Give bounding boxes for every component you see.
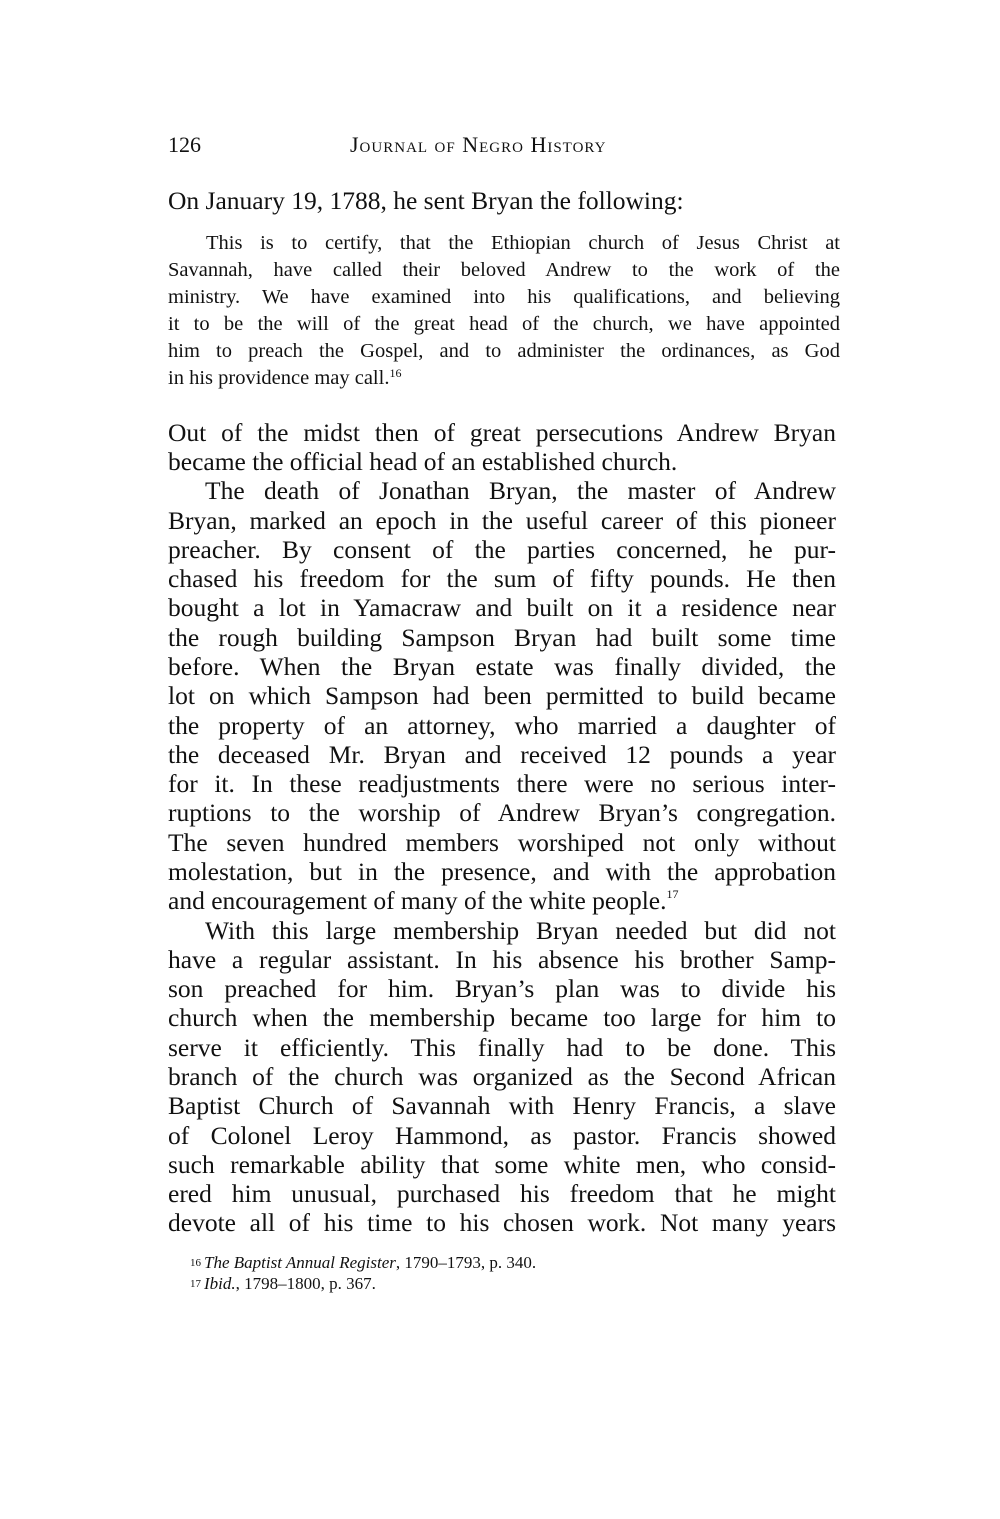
quote-line: him to preach the Gospel, and to administer the ordinances, as God — [168, 340, 840, 362]
body-line: ruptions to the worship of Andrew Bryan’s congregation. — [168, 798, 836, 827]
footnote-ref-17[interactable]: 17 — [666, 887, 679, 901]
body-line: such remarkable ability that some white men, who consid- — [168, 1150, 836, 1179]
footnote-17 — [190, 1273, 376, 1294]
body-line: bought a lot in Yamacraw and built on it a residence near — [168, 593, 836, 622]
footnote-ref-16[interactable]: 16 — [389, 366, 402, 380]
body-line: devote all of his time to his chosen work. Not many years — [168, 1208, 836, 1237]
body-line: branch of the church was organized as the Second African — [168, 1062, 836, 1091]
body-line: The death of Jonathan Bryan, the master of Andrew — [205, 476, 836, 505]
body-line: preacher. By consent of the parties concerned, he pur- — [168, 535, 836, 564]
body-line: Out of the midst then of great persecutions Andrew Bryan — [168, 418, 836, 447]
footnote-number: 17 — [190, 1278, 201, 1290]
footnote-number: 16 — [190, 1257, 201, 1269]
footnote-16 — [190, 1252, 536, 1273]
body-line: ered him unusual, purchased his freedom that he might — [168, 1179, 836, 1208]
footnote-citation: , 1790–1793, p. 340. — [395, 1253, 537, 1272]
body-line-text: and encouragement of many of the white people. — [168, 886, 667, 915]
body-line: for it. In these readjustments there were no serious inter- — [168, 769, 836, 798]
body-line: Baptist Church of Savannah with Henry Francis, a slave — [168, 1091, 836, 1120]
body-line: molestation, but in the presence, and with the approbation — [168, 857, 836, 886]
footnote-source-title: The Baptist Annual Register — [204, 1253, 396, 1272]
footnote-source-title: Ibid. — [204, 1274, 236, 1293]
running-head — [168, 130, 836, 160]
body-line: the property of an attorney, who married a daughter of — [168, 711, 836, 740]
body-line: the rough building Sampson Bryan had built some time — [168, 623, 836, 652]
intro-line: On January 19, 1788, he sent Bryan the following: — [168, 186, 684, 215]
body-line: lot on which Sampson had been permitted to build became — [168, 681, 836, 710]
body-line: son preached for him. Bryan’s plan was to divide his — [168, 974, 836, 1003]
body-line: the deceased Mr. Bryan and received 12 pounds a year — [168, 740, 836, 769]
body-line: With this large membership Bryan needed but did not — [205, 916, 836, 945]
body-line — [168, 886, 836, 915]
journal-title: Journal of Negro History — [350, 132, 607, 157]
body-line: of Colonel Leroy Hammond, as pastor. Francis showed — [168, 1121, 836, 1150]
footnote-citation: , 1798–1800, p. 367. — [235, 1274, 376, 1293]
body-line: serve it efficiently. This finally had to be done. This — [168, 1033, 836, 1062]
body-line: Bryan, marked an epoch in the useful career of this pioneer — [168, 506, 836, 535]
body-line: have a regular assistant. In his absence his brother Samp- — [168, 945, 836, 974]
body-line: chased his freedom for the sum of fifty pounds. He then — [168, 564, 836, 593]
quote-line: it to be the will of the great head of the church, we have appointed — [168, 313, 840, 335]
body-line: became the official head of an established church. — [168, 447, 678, 476]
quote-line: Savannah, have called their beloved Andrew to the work of the — [168, 259, 840, 281]
body-line: church when the membership became too large for him to — [168, 1003, 836, 1032]
body-line: The seven hundred members worshiped not only without — [168, 828, 836, 857]
quote-line: This is to certify, that the Ethiopian church of Jesus Christ at — [206, 232, 840, 254]
quote-line-text: in his providence may call. — [168, 367, 390, 389]
quote-line-last — [168, 365, 840, 392]
body-line: before. When the Bryan estate was finally divided, the — [168, 652, 836, 681]
page-number: 126 — [168, 132, 201, 157]
quote-line: ministry. We have examined into his qualifications, and believing — [168, 286, 840, 308]
